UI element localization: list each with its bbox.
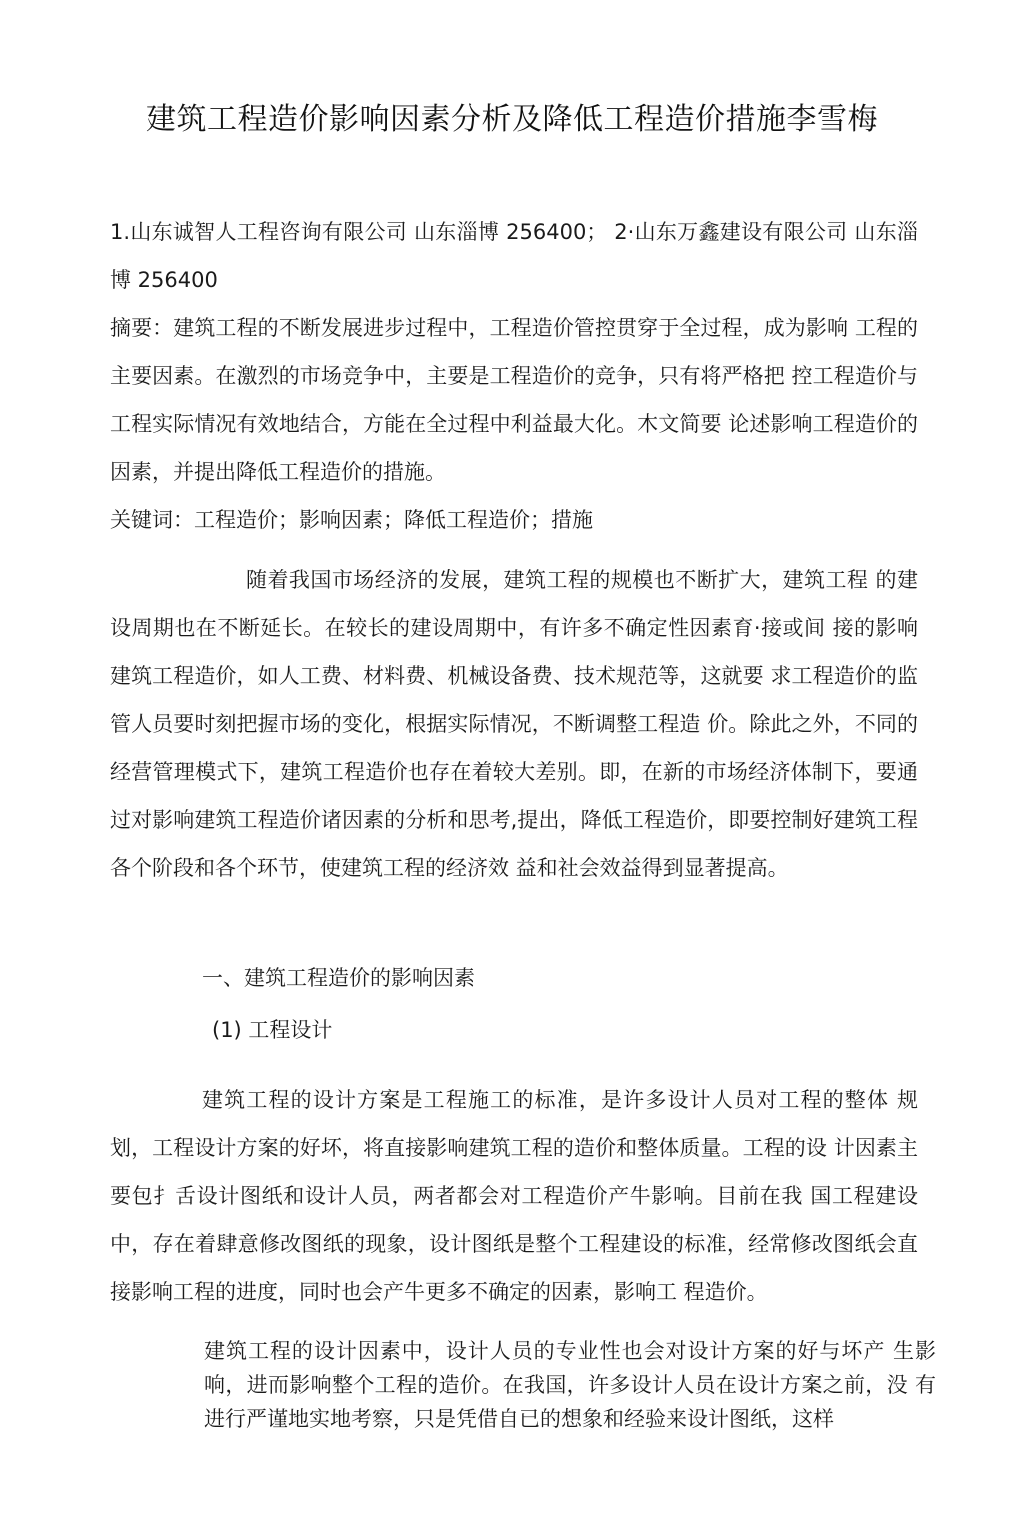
intro-paragraph [110,556,918,892]
affiliation-text: 1.山东诚智人工程咨询有限公司 山东淄博 256400； 2·山东万鑫建设有限公司 山东淄博 256400 [110,220,918,292]
document-title: 建筑工程造价影响因素分析及降低工程造价措施李雪梅 [146,102,878,137]
author-affiliation [110,208,918,304]
intro-text: 随着我国市场经济的发展，建筑工程的规模也不断扩大，建筑工程 的建设周期也在不断延长。在较长的建设周期中，有许多不确定性因素育·接或间 接的影响建筑工程造价，如人工费、材料费、机械设备费、技术规范等，这就要 求工程造价的监管人员要时刻把握市场的变化，根据实际情况，不断调整工程造 价。除此之外，不同的经营管理模式下，建筑工程造价也存在着较大差别。即，在新的市场经济体制下，要通过对影响建筑工程造价诸因素的分析和思考,提出，降低工程造价，即要控制好建筑工程各个阶段和各个环节，使建筑工程的经济效 益和社会效益得到显著提高。 [110,568,918,880]
keywords [110,496,918,544]
abstract-text: 摘要：建筑工程的不断发展进步过程中，工程造价管控贯穿于全过程，成为影响 工程的主要因素。在激烈的市场竞争中，主要是工程造价的竞争，只有将严格把 控工程造价与工程实际情况有效地结合，方能在全过程中利益最大化。木文简要 论述影响工程造价的因素，并提出降低工程造价的措施。 [110,316,918,484]
design-paragraph-1-text: 建筑工程的设计方案是工程施工的标准，是许多设计人员对工程的整体 规划，工程设计方案的好坏，将直接影响建筑工程的造价和整体质量。工程的设 计因素主要包扌舌设计图纸和设计人员，两者都会对工程造价产牛影响。目前在我 国工程建设中，存在着肆意修改图纸的现象，设计图纸是整个工程建设的标准，经常修改图纸会直接影响工程的进度，同时也会产牛更多不确定的因素，影响工 程造价。 [110,1088,919,1304]
design-paragraph-1 [110,1076,918,1316]
keywords-text: 关键词：工程造价；影响因素；降低工程造价；措施 [110,508,593,532]
abstract [110,304,918,496]
design-paragraph-2-text: 建筑工程的设计因素中，设计人员的专业性也会对设计方案的好与坏产 生影响，进而影响整个工程的造价。在我国，许多设计人员在设计方案之前，没 有进行严谨地实地考察，只是凭借自已的想象和经验来设计图纸，这样 [204,1339,936,1431]
section-heading: 一、建筑工程造价的影响因素 [202,966,475,990]
design-paragraph-2 [204,1334,936,1436]
subsection-heading: (1) 工程设计 [212,1018,333,1042]
